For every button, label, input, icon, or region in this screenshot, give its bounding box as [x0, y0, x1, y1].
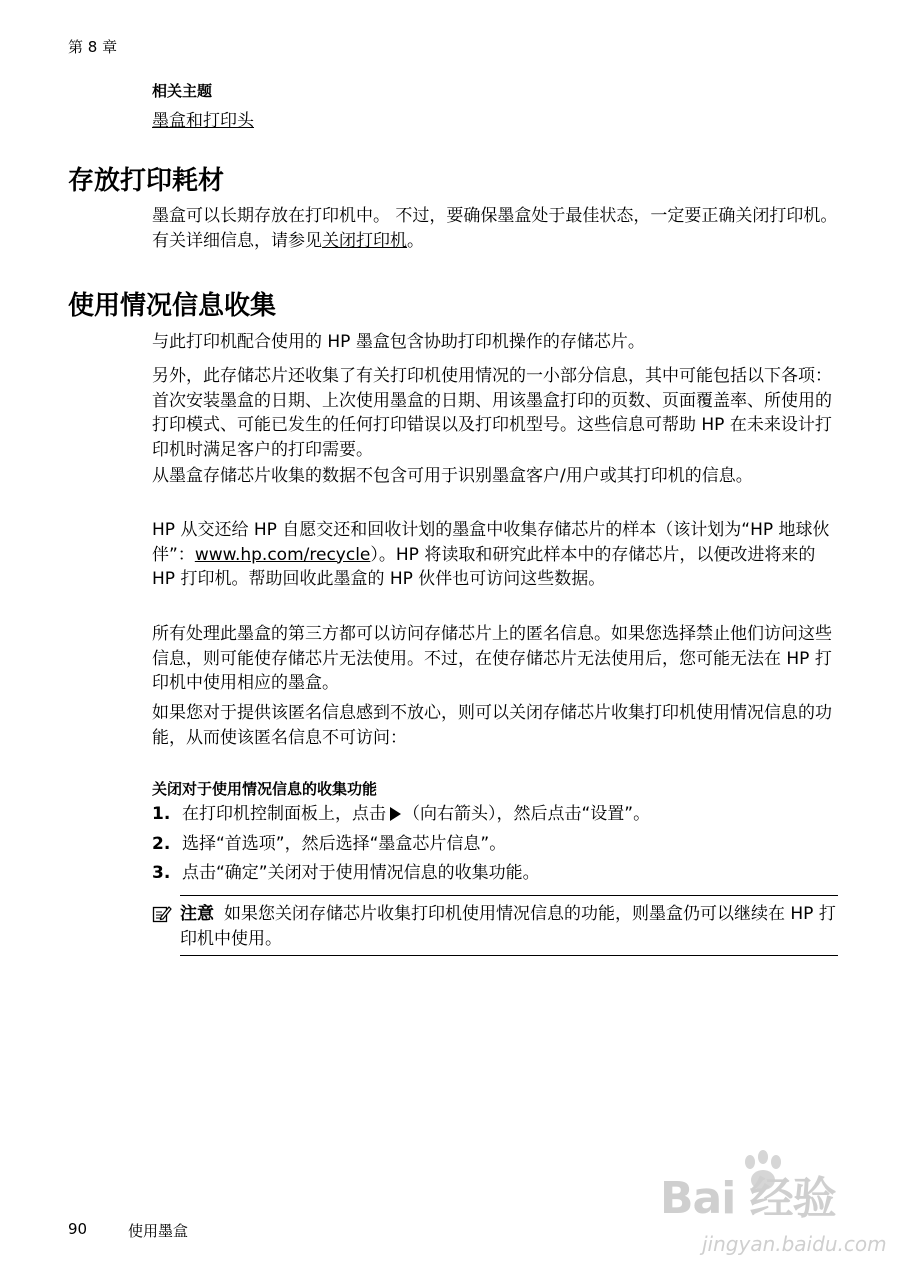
- step-text: 点击“确定”关闭对于使用情况信息的收集功能。: [182, 863, 540, 883]
- watermark-logo-text: Bai 经验: [660, 1173, 836, 1224]
- procedure-step-2: [152, 832, 506, 856]
- baidu-watermark: [640, 1150, 910, 1270]
- note-body: 如果您关闭存储芯片收集打印机使用情况信息的功能，则墨盒仍可以继续在 HP 打印机中使用。: [180, 904, 836, 949]
- watermark-url: jingyan.baidu.com: [702, 1232, 887, 1256]
- step-number: 3.: [152, 863, 171, 883]
- procedure-step-3: [152, 861, 540, 885]
- shutdown-printer-link[interactable]: 关闭打印机: [322, 230, 407, 251]
- storage-paragraph: [152, 204, 842, 253]
- section-title-usage-info: 使用情况信息收集: [68, 291, 277, 321]
- usage-paragraph-4: [152, 518, 842, 592]
- usage-p4-text-2: ）。HP 将读取和研究此样本中的存储芯片，以便改进将来的 HP 打印机。帮助回收此墨盒的 HP 伙伴也可访问这些数据。: [152, 544, 816, 589]
- section-title-storage: 存放打印耗材: [68, 166, 225, 196]
- usage-paragraph-6: 如果您对于提供该匿名信息感到不放心，则可以关闭存储芯片收集打印机使用情况信息的功能，从而使该匿名信息不可访问：: [152, 703, 832, 748]
- usage-paragraph-2: 另外，此存储芯片还收集了有关打印机使用情况的一小部分信息，其中可能包括以下各项：首次安装墨盒的日期、上次使用墨盒的日期、用该墨盒打印的页数、页面覆盖率、所使用的打印模式、可能已发生的任何打印错误以及打印机型号。这些信息可帮助 HP 在未来设计打印机时满足客户的打印需要。: [152, 366, 832, 460]
- right-arrow-icon: [390, 807, 401, 821]
- storage-text-2: 。: [407, 230, 424, 251]
- page-number: 90: [68, 1220, 88, 1238]
- usage-paragraph-5: 所有处理此墨盒的第三方都可以访问存储芯片上的匿名信息。如果您选择禁止他们访问这些信息，则可能使存储芯片无法使用。不过，在使存储芯片无法使用后，您可能无法在 HP 打印机中使用相应的墨盒。: [152, 624, 832, 693]
- step-number: 1.: [152, 804, 171, 824]
- note-label: 注意: [180, 904, 214, 924]
- usage-p4-text-1: HP 从交还给 HP 自愿交还和回收计划的墨盒中收集存储芯片的样本（该计划为“HP 地球伙伴”：: [152, 520, 830, 565]
- step-text: 在打印机控制面板上，点击: [182, 804, 386, 824]
- usage-paragraph-1: 与此打印机配合使用的 HP 墨盒包含协助打印机操作的存储芯片。: [152, 332, 645, 352]
- procedure-title: 关闭对于使用情况信息的收集功能: [152, 780, 378, 798]
- step-number: 2.: [152, 834, 171, 854]
- recycle-url-link[interactable]: www.hp.com/recycle: [194, 544, 371, 565]
- note-block: [180, 902, 842, 952]
- related-topics-heading: 相关主题: [152, 82, 213, 100]
- chapter-label: 第 8 章: [68, 38, 118, 56]
- usage-paragraph-3: 从墨盒存储芯片收集的数据不包含可用于识别墨盒客户/用户或其打印机的信息。: [152, 466, 753, 486]
- step-text: （向右箭头），然后点击“设置”。: [403, 804, 651, 824]
- note-bottom-rule: [180, 955, 838, 956]
- related-topic-link[interactable]: 墨盒和打印头: [152, 111, 254, 131]
- procedure-step-1: [152, 802, 650, 826]
- storage-text-1: 墨盒可以长期存放在打印机中。 不过，要确保墨盒处于最佳状态，一定要正确关闭打印机。 有关详细信息，请参见: [152, 206, 838, 251]
- footer-title: 使用墨盒: [128, 1222, 189, 1240]
- note-pencil-icon: [152, 904, 172, 924]
- step-text: 选择“首选项”，然后选择“墨盒芯片信息”。: [182, 834, 507, 854]
- note-top-rule: [180, 895, 838, 896]
